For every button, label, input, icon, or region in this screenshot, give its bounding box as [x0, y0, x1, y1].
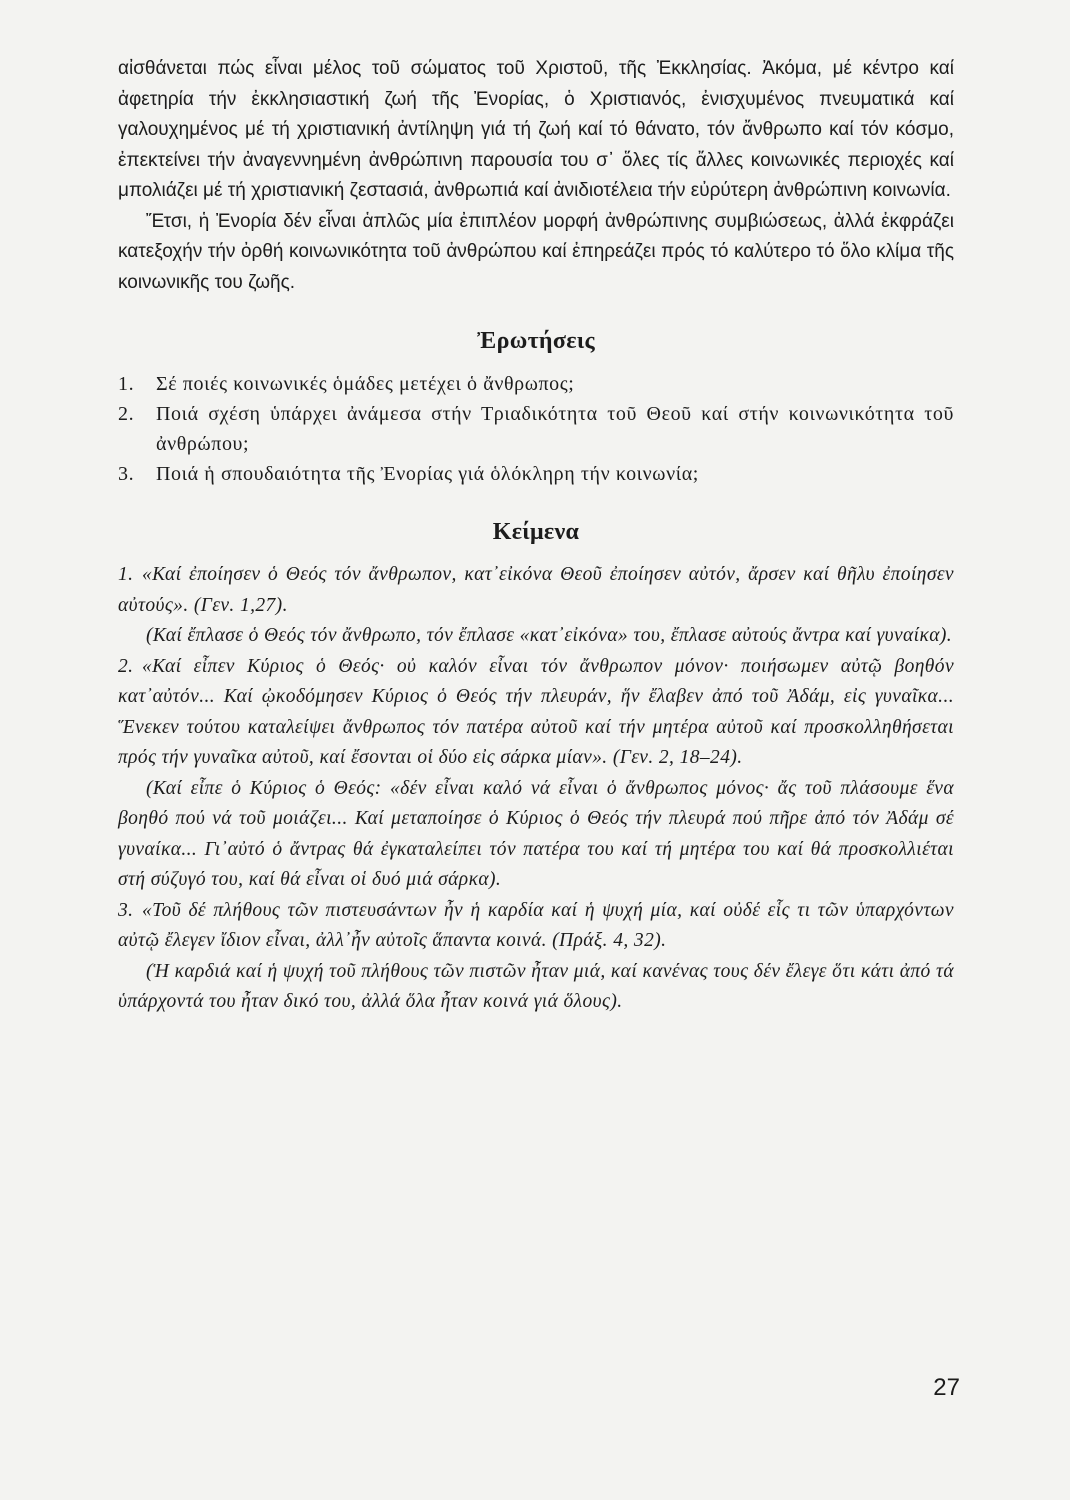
text-translation: (Καί εἶπε ὁ Κύριος ὁ Θεός: «δέν εἶναι καλό νά εἶναι ὁ ἄνθρωπος μόνος· ἄς τοῦ πλάσουμε ἕνα βοηθό πού νά τοῦ μοιάζει... Καί μεταποίησε ὁ Κύριος ὁ Θεός τήν πλευρά πού πῆρε ἀπό τόν Ἀδάμ σέ γυναίκα... Γι᾿αὐτό ὁ ἄντρας θά ἐγκαταλείπει τόν πατέρα του καί τή μητέρα του καί θά προσκολλιέται στή σύζυγό του, καί θά εἶναι οἱ δυό μιά σάρκα). — [118, 777, 954, 890]
text-quote-content: «Καί ἐποίησεν ὁ Θεός τόν ἄνθρωπον, κατ᾿εἰκόνα Θεοῦ ἐποίησεν αὐτόν, ἄρσεν καί θῆλυ ἐποίησεν αὐτούς». (Γεν. 1,27). — [118, 564, 954, 616]
texts-heading: Κείμενα — [492, 519, 580, 545]
text-number: 2. — [118, 655, 134, 677]
page-number: 27 — [933, 1374, 960, 1401]
text-quote — [118, 652, 954, 774]
question-number: 2. — [118, 403, 135, 425]
questions-list — [118, 369, 954, 489]
text-quote-content: «Καί εἶπεν Κύριος ὁ Θεός· οὐ καλόν εἶναι τόν ἄνθρωπον μόνον· ποιήσωμεν αὐτῷ βοηθόν κατ᾿αὐτόν... Καί ᾠκοδόμησεν Κύριος ὁ Θεός τήν πλευράν, ἥν ἔλαβεν ἀπό τοῦ Ἀδάμ, εἰς γυναῖκα... Ἕνεκεν τούτου καταλείψει ἄνθρωπος τόν πατέρα αὐτοῦ καί τήν μητέρα αὐτοῦ καί προσκολληθήσεται πρός τήν γυναῖκα αὐτοῦ, καί ἔσονται οἱ δύο εἰς σάρκα μίαν». (Γεν. 2, 18–24). — [118, 655, 954, 768]
text-quote — [118, 560, 954, 621]
question-text: Σέ ποιές κοινωνικές ὁμάδες μετέχει ὁ ἄνθρωπος; — [156, 373, 575, 395]
text-number: 3. — [118, 899, 134, 921]
question-number: 3. — [118, 463, 135, 485]
text-quote-content: «Τοῦ δέ πλήθους τῶν πιστευσάντων ἦν ἡ καρδία καί ἡ ψυχή μία, καί οὐδέ εἷς τι τῶν ὑπαρχόντων αὐτῷ ἔλεγεν ἴδιον εἶναι, ἀλλ᾿ἦν αὐτοῖς ἅπαντα κοινά. (Πράξ. 4, 32). — [118, 899, 954, 951]
questions-heading: Ἐρωτήσεις — [477, 328, 595, 354]
question-item — [118, 459, 954, 489]
page-content — [118, 54, 954, 1018]
texts-section — [118, 560, 954, 1018]
text-number: 1. — [118, 564, 134, 585]
question-number: 1. — [118, 373, 135, 395]
question-text: Ποιά σχέση ὑπάρχει ἀνάμεσα στήν Τριαδικότητα τοῦ Θεοῦ καί στήν κοινωνικότητα τοῦ ἀνθρώπου; — [156, 403, 954, 455]
text-translation: (Καί ἔπλασε ὁ Θεός τόν ἄνθρωπο, τόν ἔπλασε «κατ᾿εἰκόνα» του, ἔπλασε αὐτούς ἄντρα καί γυναίκα). — [146, 625, 953, 646]
question-item — [118, 399, 954, 459]
body-paragraph-1: αἰσθάνεται πώς εἶναι μέλος τοῦ σώματος τοῦ Χριστοῦ, τῆς Ἐκκλησίας. Ἀκόμα, μέ κέντρο καί ἀφετηρία τήν ἐκκλησιαστική ζωή τῆς Ἐνορίας, ὁ Χριστιανός, ἐνισχυμένος πνευματικά καί γαλουχημένος μέ τή χριστιανική ἀντίληψη γιά τή ζωή καί τό θάνατο, τόν ἄνθρωπο καί τόν κόσμο, ἐπεκτείνει τήν ἀναγεννημένη ἀνθρώπινη παρουσία του σ᾿ ὅλες τίς ἄλλες κοινωνικές περιοχές καί μπολιάζει μέ τή χριστιανική ζεστασιά, ἀνθρωπιά καί ἀνιδιοτέλεια τήν εὐρύτερη ἀνθρώπινη κοινωνία. — [118, 58, 954, 201]
body-paragraph-2: Ἔτσι, ἡ Ἐνορία δέν εἶναι ἁπλῶς μία ἐπιπλέον μορφή ἀνθρώπινης συμβιώσεως, ἀλλά ἐκφράζει κατεξοχήν τήν ὀρθή κοινωνικότητα τοῦ ἀνθρώπου καί ἐπηρεάζει πρός τό καλύτερο τό ὅλο κλίμα τῆς κοινωνικῆς του ζωῆς. — [118, 210, 954, 293]
text-translation: (Ἡ καρδιά καί ἡ ψυχή τοῦ πλήθους τῶν πιστῶν ἦταν μιά, καί κανένας τους δέν ἔλεγε ὅτι κάτι ἀπό τά ὑπάρχοντά του ἦταν δικό του, ἀλλά ὅλα ἦταν κοινά γιά ὅλους). — [118, 960, 954, 1012]
question-text: Ποιά ἡ σπουδαιότητα τῆς Ἐνορίας γιά ὁλόκληρη τήν κοινωνία; — [156, 463, 699, 485]
question-item — [118, 369, 954, 399]
text-quote — [118, 896, 954, 957]
